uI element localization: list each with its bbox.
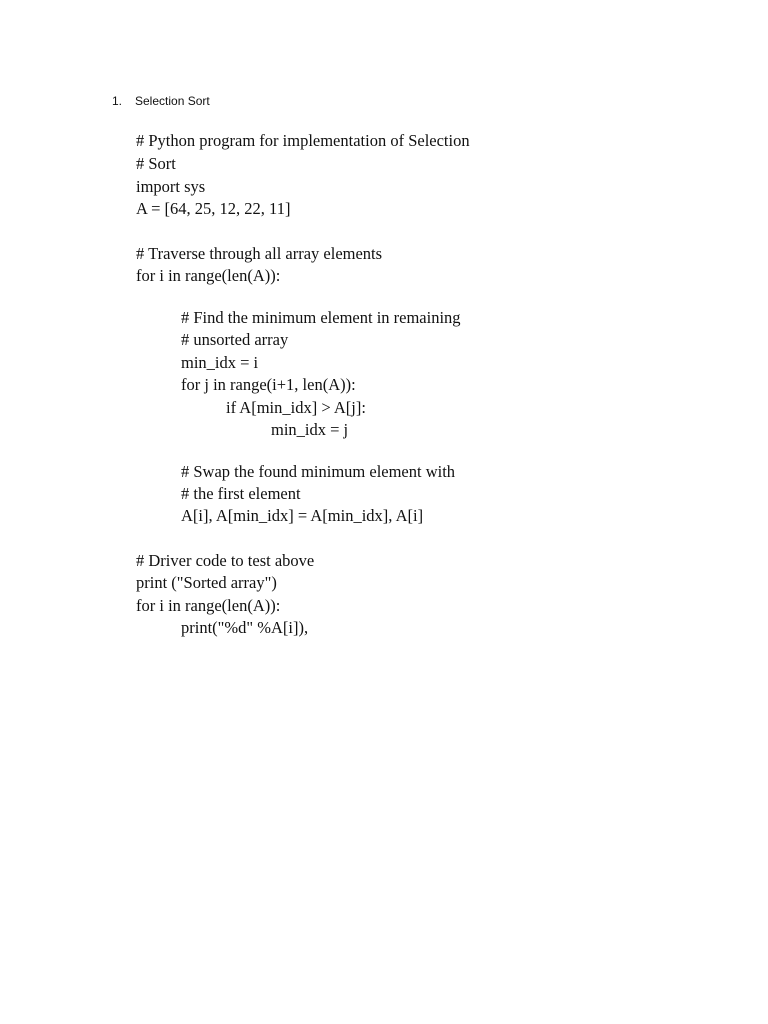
section-title: Selection Sort [135,94,210,108]
code-line: # unsorted array [181,330,289,349]
code-line: print("%d" %A[i]), [181,618,309,637]
code-line: # Sort [136,154,176,173]
code-line: print ("Sorted array") [136,573,277,592]
code-line: min_idx = i [181,353,259,372]
code-line: A = [64, 25, 12, 22, 11] [136,199,291,218]
code-line: # Traverse through all array elements [136,244,383,263]
code-line: # Find the minimum element in remaining [181,308,461,327]
code-line: # Swap the found minimum element with [181,462,456,481]
code-line: for i in range(len(A)): [136,266,281,285]
code-line: for i in range(len(A)): [136,596,281,615]
code-line: if A[min_idx] > A[j]: [226,398,366,417]
code-line: # the first element [181,484,301,503]
code-line: for j in range(i+1, len(A)): [181,375,356,394]
code-line: min_idx = j [271,420,349,439]
list-number: 1. [112,94,123,108]
code-line: # Driver code to test above [136,551,315,570]
code-line: import sys [136,177,206,196]
code-line: A[i], A[min_idx] = A[min_idx], A[i] [181,506,424,525]
code-line: # Python program for implementation of Selection [136,131,470,150]
